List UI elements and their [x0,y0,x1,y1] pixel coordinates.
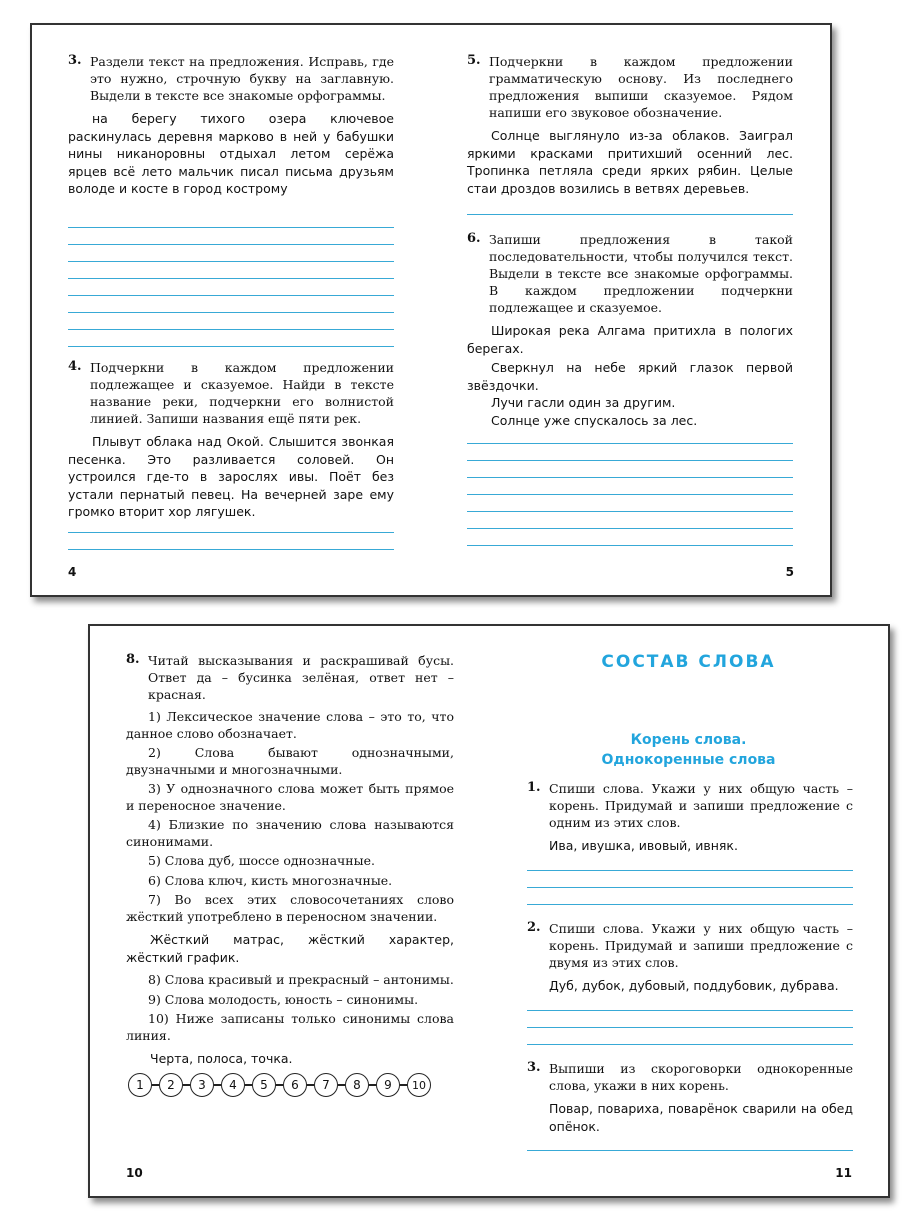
task-instruction: Подчеркни в каждом предложении подлежащее и сказуемое. Найди в тексте название реки, подчеркни его волнистой линией. Запиши названия ещё пяти рек. [90,360,394,426]
subtitle-line: Однокоренные слова [601,752,776,768]
writing-lines[interactable] [467,443,793,546]
task-text: Повар, повариха, поварёнок сварили на обед опёнок. [549,1101,853,1134]
sentence-line: Солнце уже спускалось за лес. [491,412,698,428]
task-instruction: Раздели текст на предложения. Исправь, где это нужно, строчную букву на заглавную. Выдели в тексте все знакомые орфограммы. [90,54,394,103]
task-3 [527,1060,853,1135]
statement: 10) Ниже записаны только синонимы слова линия. [126,1011,454,1043]
bead-link [245,1084,252,1086]
bead-link [276,1084,283,1086]
statement: 3) У однозначного слова может быть прямое и переносное значение. [126,781,454,813]
page-10 [90,626,489,1196]
statement: 9) Слова молодость, юность – синонимы. [148,991,419,1007]
task-2 [527,920,853,995]
bead[interactable]: 6 [283,1073,307,1097]
bead-string [128,1073,431,1097]
writing-lines[interactable] [68,227,394,347]
statement: 1) Лексическое значение слова – это то, что данное слово обозначает. [126,709,454,741]
task-text: Ива, ивушка, ивовый, ивняк. [549,838,738,853]
page-number: 4 [68,565,77,579]
task-text: Дуб, дубок, дубовый, поддубовик, дубрава. [549,978,839,993]
task-3 [68,53,394,198]
statement: 8) Слова красивый и прекрасный – антонимы. [148,972,454,987]
section-title: СОСТАВ СЛОВА [601,652,776,672]
task-number: 5. [467,53,481,68]
task-number: 3. [68,53,82,68]
statement: 6) Слова ключ, кисть многозначные. [148,872,393,888]
page-5 [431,25,830,595]
task-instruction: Спиши слова. Укажи у них общую часть – корень. Придумай и запиши предложение с двумя из этих слов. [549,921,853,970]
statement: 2) Слова бывают однозначными, двузначными и многозначными. [126,745,454,777]
writing-lines[interactable] [467,214,793,215]
task-number: 4. [68,359,82,374]
task-instruction: Подчеркни в каждом предложении грамматическую основу. Из последнего предложения выпиши сказуемое. Рядом напиши его звуковое обозначение. [489,54,793,120]
task-instruction: Запиши предложения в такой последовательности, чтобы получился текст. Выдели в тексте все знакомые орфограммы. В каждом предложении подчеркни подлежащее и сказуемое. [489,232,793,315]
bead-link [400,1084,407,1086]
workbook-spread-pages-4-5 [30,23,832,597]
page-number: 10 [126,1166,143,1180]
statement: 7) Во всех этих словосочетаниях слово жёсткий употреблено в переносном значении. [126,892,454,924]
example-text: Жёсткий матрас, жёсткий характер, жёсткий график. [126,932,454,965]
page-number: 11 [835,1166,852,1180]
task-text: Плывут облака над Окой. Слышится звонкая песенка. Это разливается соловей. Он устроился где-то в зарослях ивы. Поёт без устали пернатый певец. На вечерней заре ему громко вторит хор лягушек. [68,434,394,519]
task-5 [467,53,793,197]
sentence-line: Сверкнул на небе яркий глазок первой звёздочки. [467,360,793,393]
task-1 [527,780,853,855]
bead-link [183,1084,190,1086]
bead-link [214,1084,221,1086]
writing-lines[interactable] [527,1150,853,1151]
bead-link [307,1084,314,1086]
task-instruction: Выпиши из скороговорки однокоренные слова, укажи в них корень. [549,1061,853,1093]
task-number: 3. [527,1060,541,1075]
statement: 4) Близкие по значению слова называются синонимами. [126,817,454,849]
bead-link [369,1084,376,1086]
bead-link [338,1084,345,1086]
bead-link [152,1084,159,1086]
task-number: 8. [126,652,140,667]
task-text: Солнце выглянуло из-за облаков. Заиграл яркими красками притихший осенний лес. Тропинка петляла среди ярких рябин. Целые стаи дроздов возились в ветвях деревьев. [467,128,793,196]
task-8 [126,652,454,1068]
writing-lines[interactable] [68,532,394,550]
writing-lines[interactable] [527,1010,853,1045]
example-text: Черта, полоса, точка. [150,1051,293,1066]
task-text: на берегу тихого озера ключевое раскинулась деревня марково в ней у бабушки нины никаноровны отдыхал летом серёжа ярцев всё лето мальчик писал письма друзьям володе и косте в город кострому [68,111,394,196]
bead[interactable]: 2 [159,1073,183,1097]
workbook-spread-pages-10-11 [88,624,890,1198]
task-instruction: Спиши слова. Укажи у них общую часть – корень. Придумай и запиши предложение с одним из этих слов. [549,781,853,830]
task-number: 1. [527,780,541,795]
bead[interactable]: 1 [128,1073,152,1097]
task-instruction: Читай высказывания и раскрашивай бусы. Ответ да – бусинка зелёная, ответ нет – красная. [148,653,454,702]
sentence-line: Широкая река Алгама притихла в пологих берегах. [467,323,793,356]
statement: 5) Слова дуб, шоссе однозначные. [148,853,375,868]
bead[interactable]: 4 [221,1073,245,1097]
page-4 [32,25,431,595]
task-number: 6. [467,231,481,246]
bead[interactable]: 3 [190,1073,214,1097]
task-number: 2. [527,920,541,935]
bead[interactable]: 9 [376,1073,400,1097]
task-6 [467,231,793,429]
bead[interactable]: 7 [314,1073,338,1097]
subtitle-line: Корень слова. [630,732,747,748]
page-11 [489,626,888,1196]
page-number: 5 [785,565,794,579]
bead[interactable]: 5 [252,1073,276,1097]
task-4 [68,359,394,521]
bead[interactable]: 8 [345,1073,369,1097]
sentence-line: Лучи гасли один за другим. [491,395,676,410]
bead[interactable]: 10 [407,1073,431,1097]
writing-lines[interactable] [527,870,853,905]
